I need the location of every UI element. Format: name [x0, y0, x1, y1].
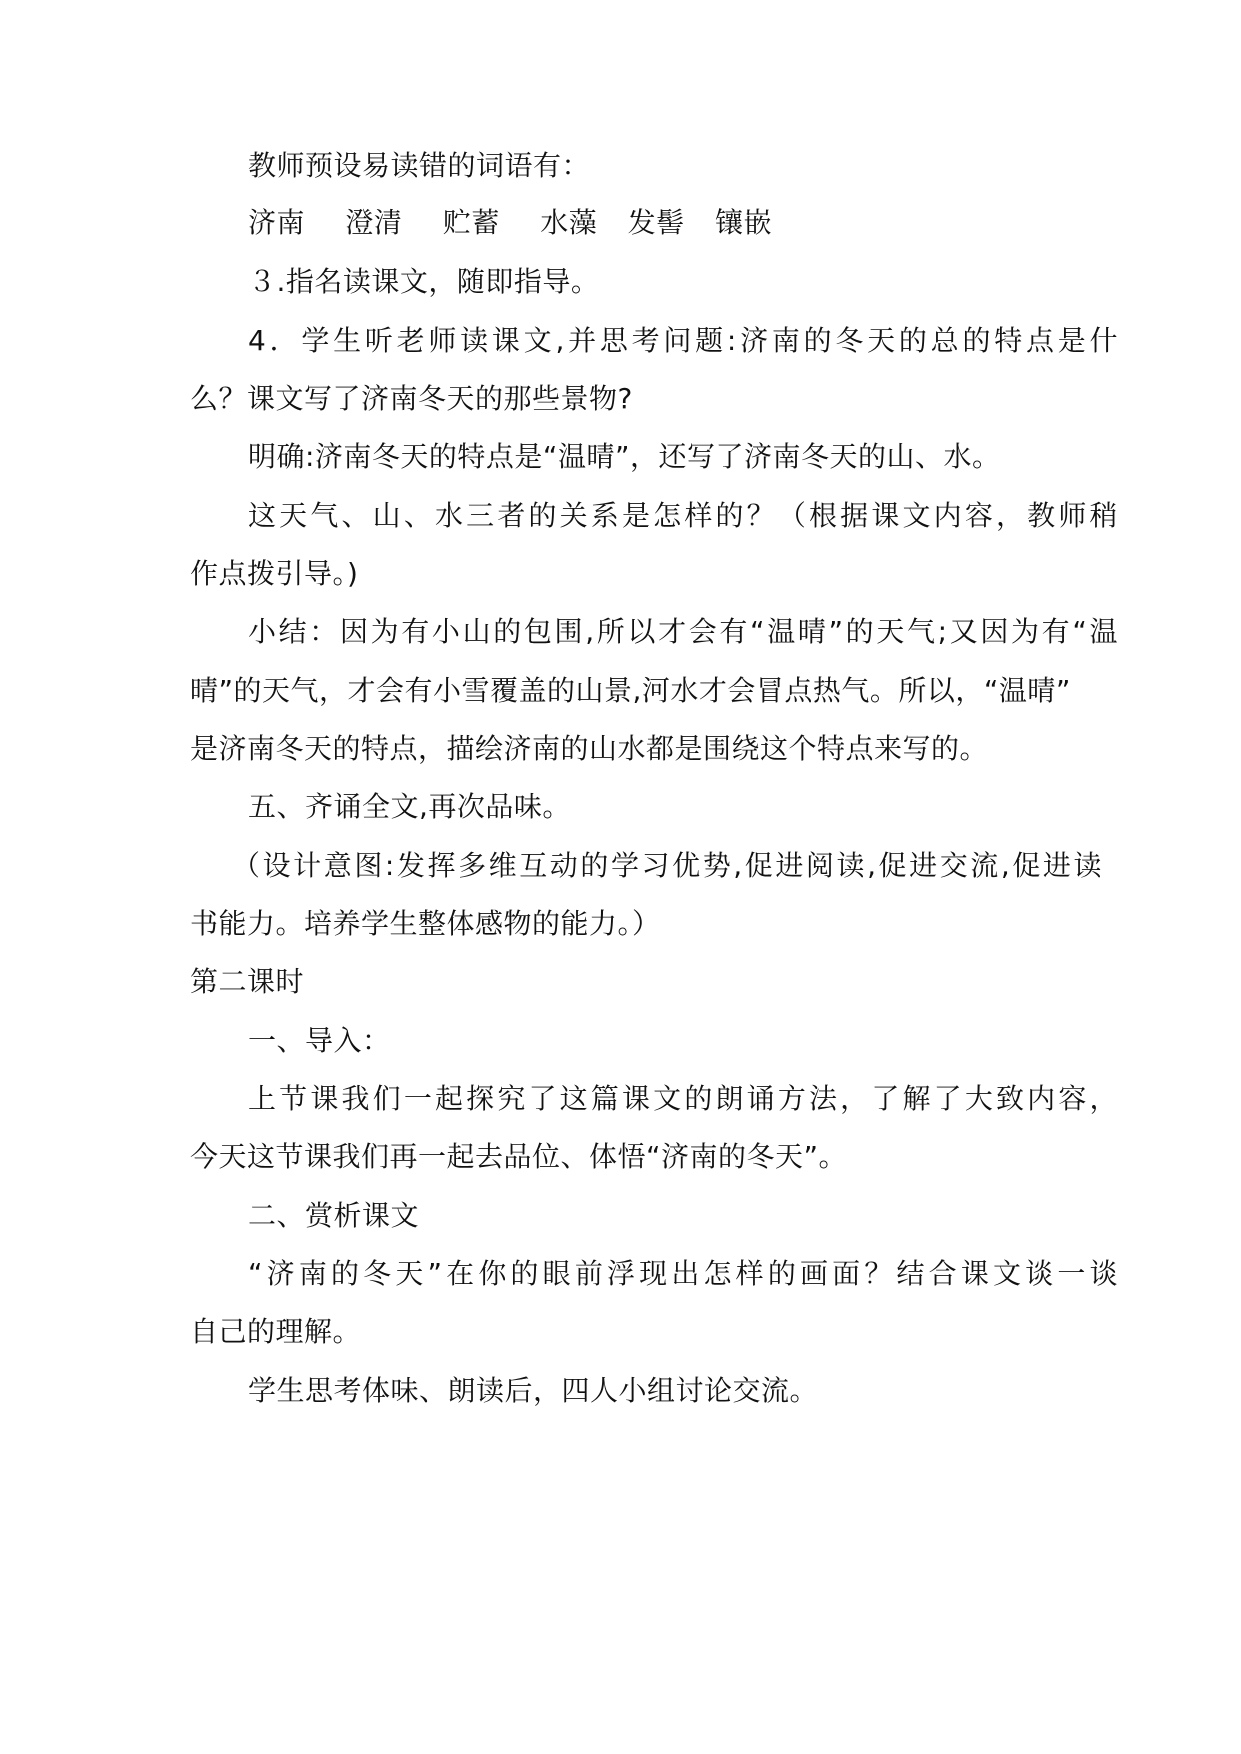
paragraph-question-line-2: 作点拨引导。) — [190, 557, 359, 590]
paragraph-summary-line-3: 是济南冬天的特点，描绘济南的山水都是围绕这个特点来写的。 — [190, 732, 989, 765]
vocabulary-word: 镶嵌 — [715, 206, 773, 239]
paragraph-summary-line-1: 小结：因为有小山的包围,所以才会有“温晴”的天气;又因为有“温 — [248, 615, 1118, 648]
paragraph-appreciation-line-2: 自己的理解。 — [190, 1315, 362, 1348]
paragraph-design-intent-line-1: （设计意图:发挥多维互动的学习优势,促进阅读,促进交流,促进读 — [232, 849, 1102, 882]
paragraph-intro-line-2: 今天这节课我们再一起去品位、体悟“济南的冬天”。 — [190, 1140, 848, 1173]
paragraph-question-line-1: 这天气、山、水三者的关系是怎样的？（根据课文内容，教师稍 — [248, 499, 1118, 532]
paragraph-clarify: 明确:济南冬天的特点是“温晴”，还写了济南冬天的山、水。 — [248, 440, 1001, 473]
vocabulary-word-list — [190, 203, 1118, 243]
paragraph-step-4-line-2: 么？课文写了济南冬天的那些景物? — [190, 382, 633, 415]
paragraph-summary-line-2: 晴”的天气，才会有小雪覆盖的山景,河水才会冒点热气。所以，“温晴” — [190, 674, 1071, 707]
paragraph-section-5: 五、齐诵全文,再次品味。 — [248, 790, 571, 823]
vocabulary-word: 水藻 — [540, 206, 598, 239]
paragraph-group-discussion: 学生思考体味、朗读后，四人小组讨论交流。 — [248, 1374, 819, 1407]
paragraph-step-3: ３.指名读课文，随即指导。 — [248, 265, 600, 298]
paragraph-design-intent-line-2: 书能力。培养学生整体感物的能力。） — [190, 907, 661, 940]
paragraph-vocabulary-intro: 教师预设易读错的词语有： — [248, 149, 591, 182]
paragraph-intro-heading: 一、导入： — [248, 1024, 391, 1057]
vocabulary-word: 发髻 — [627, 206, 685, 239]
vocabulary-word: 贮蓄 — [442, 206, 500, 239]
paragraph-intro-line-1: 上节课我们一起探究了这篇课文的朗诵方法，了解了大致内容， — [248, 1082, 1118, 1115]
vocabulary-word: 济南 — [248, 206, 306, 239]
section-heading-lesson-2: 第二课时 — [190, 965, 305, 998]
paragraph-step-4-line-1: 4．学生听老师读课文,并思考问题:济南的冬天的总的特点是什 — [248, 324, 1118, 357]
paragraph-appreciation-heading: 二、赏析课文 — [248, 1199, 420, 1232]
paragraph-appreciation-line-1: “济南的冬天”在你的眼前浮现出怎样的画面？结合课文谈一谈 — [248, 1257, 1118, 1290]
vocabulary-word: 澄清 — [345, 206, 403, 239]
